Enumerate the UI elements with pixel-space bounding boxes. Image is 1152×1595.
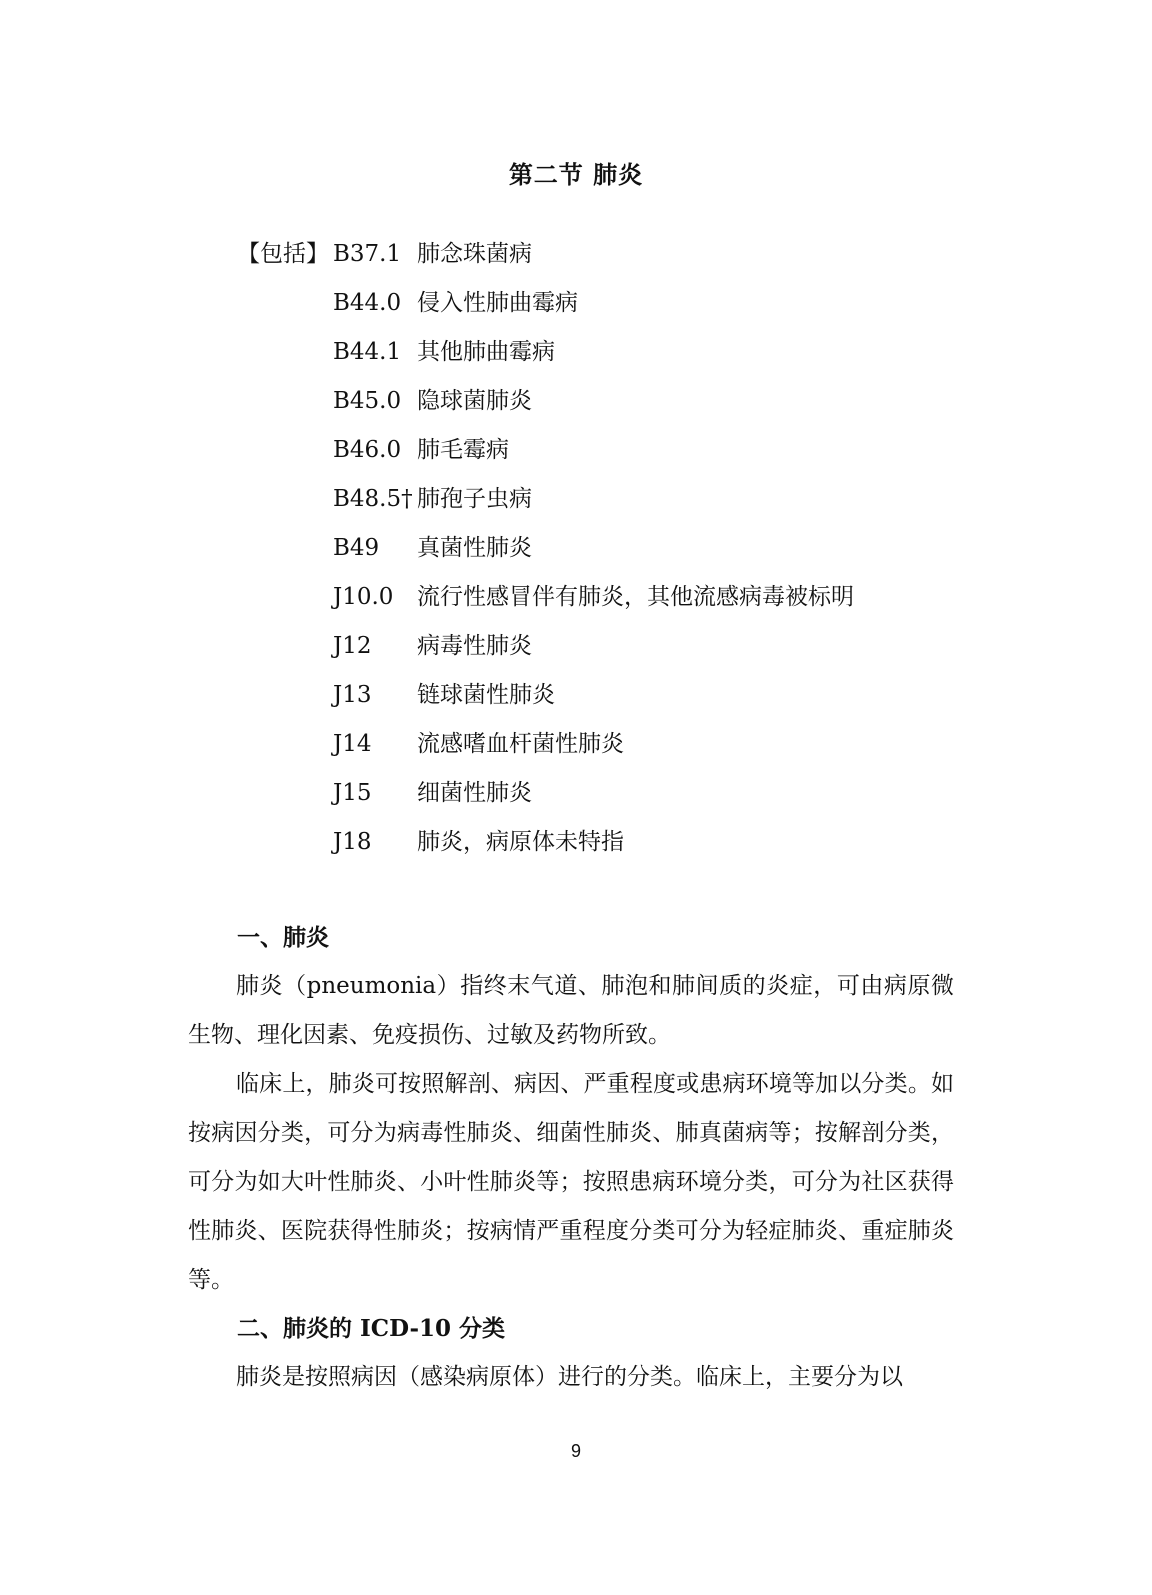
disease-name: 肺孢子虫病 bbox=[417, 486, 532, 512]
list-item bbox=[237, 526, 854, 575]
list-item bbox=[237, 673, 854, 722]
list-item bbox=[237, 281, 854, 330]
disease-name: 细菌性肺炎 bbox=[417, 780, 532, 806]
page-title: 第二节 肺炎 bbox=[508, 160, 644, 189]
disease-name: 肺念珠菌病 bbox=[417, 241, 532, 267]
section-heading-pneumonia: 一、肺炎 bbox=[237, 924, 329, 951]
disease-name: 肺毛霉病 bbox=[417, 437, 509, 463]
includes-list bbox=[237, 232, 854, 869]
list-item bbox=[237, 722, 854, 771]
icd-code: J15 bbox=[333, 780, 372, 806]
paragraph-classification: 临床上，肺炎可按照解剖、病因、严重程度或患病环境等加以分类。如按病因分类，可分为病毒性肺炎、细菌性肺炎、肺真菌病等；按解剖分类，可分为如大叶性肺炎、小叶性肺炎等；按照患病环境分类，可分为社区获得性肺炎、医院获得性肺炎；按病情严重程度分类可分为轻症肺炎、重症肺炎等。 bbox=[188, 1071, 954, 1293]
icd-code: B45.0 bbox=[333, 388, 402, 414]
icd-code: J14 bbox=[333, 731, 372, 757]
icd-code: J10.0 bbox=[333, 584, 394, 610]
icd-code: J18 bbox=[333, 829, 372, 855]
disease-name: 隐球菌肺炎 bbox=[417, 388, 532, 414]
list-item bbox=[237, 820, 854, 869]
list-item bbox=[237, 428, 854, 477]
list-item bbox=[237, 232, 854, 281]
disease-name: 侵入性肺曲霉病 bbox=[417, 290, 578, 316]
disease-name: 真菌性肺炎 bbox=[417, 535, 532, 561]
icd-code: B37.1 bbox=[333, 241, 402, 267]
list-item bbox=[237, 330, 854, 379]
list-item bbox=[237, 379, 854, 428]
disease-name: 肺炎，病原体未特指 bbox=[417, 829, 624, 855]
icd-code: J12 bbox=[333, 633, 372, 659]
paragraph-definition: 肺炎（pneumonia）指终末气道、肺泡和肺间质的炎症，可由病原微生物、理化因素、免疫损伤、过敏及药物所致。 bbox=[188, 973, 954, 1048]
list-item bbox=[237, 477, 854, 526]
icd-code: B48.5† bbox=[333, 486, 413, 512]
page-number: 9 bbox=[570, 1441, 581, 1461]
icd-code: B44.1 bbox=[333, 339, 402, 365]
paragraph-icd10-intro: 肺炎是按照病因（感染病原体）进行的分类。临床上，主要分为以 bbox=[236, 1364, 903, 1390]
icd-code: J13 bbox=[333, 682, 372, 708]
section-heading-icd10: 二、肺炎的 ICD-10 分类 bbox=[237, 1315, 506, 1342]
disease-name: 流感嗜血杆菌性肺炎 bbox=[417, 731, 624, 757]
list-item bbox=[237, 771, 854, 820]
disease-name: 流行性感冒伴有肺炎，其他流感病毒被标明 bbox=[417, 584, 854, 610]
list-item bbox=[237, 575, 854, 624]
icd-code: B49 bbox=[333, 535, 380, 561]
icd-code: B44.0 bbox=[333, 290, 402, 316]
list-item bbox=[237, 624, 854, 673]
icd-code: B46.0 bbox=[333, 437, 402, 463]
disease-name: 病毒性肺炎 bbox=[417, 633, 532, 659]
includes-label: 【包括】 bbox=[237, 241, 329, 267]
disease-name: 其他肺曲霉病 bbox=[417, 339, 555, 365]
disease-name: 链球菌性肺炎 bbox=[417, 682, 555, 708]
